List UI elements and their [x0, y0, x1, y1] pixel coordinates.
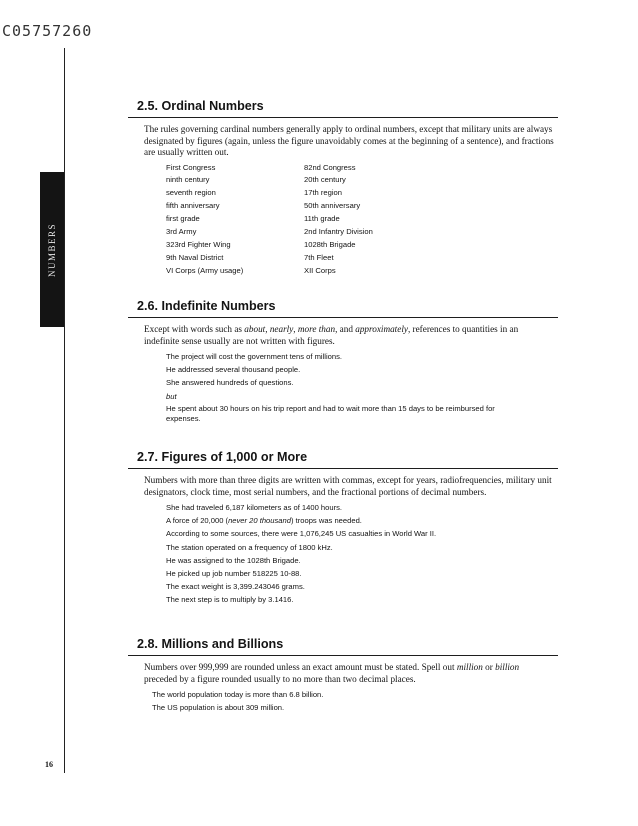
ordinal-example: ninth century	[166, 175, 210, 185]
example-sentence: According to some sources, there were 1,076,245 US casualties in World War II.	[166, 529, 437, 539]
margin-rule	[64, 48, 65, 773]
ordinal-example: XII Corps	[304, 265, 336, 275]
section-title: 2.5. Ordinal Numbers	[128, 99, 558, 118]
example-sentence: She had traveled 6,187 kilometers as of 1400 hours.	[166, 503, 343, 512]
ordinal-example: 3rd Army	[166, 227, 197, 237]
example-sentence: The world population today is more than 6.8 billion.	[152, 690, 324, 699]
section-text: Numbers with more than three digits are written with commas, except for years, radiofrequencies, military unit designators, clock time, most serial numbers, and the fractional portions of decimal numbers.	[144, 475, 552, 497]
ordinal-example: 7th Fleet	[304, 252, 334, 262]
ordinal-example: seventh region	[166, 188, 216, 198]
section-title: 2.8. Millions and Billions	[128, 637, 558, 656]
section-indefinite-numbers	[128, 299, 558, 425]
ordinal-example: 50th anniversary	[304, 201, 361, 211]
figures-examples	[166, 501, 506, 607]
example-sentence: The station operated on a frequency of 1800 kHz.	[166, 542, 333, 552]
ordinal-example: VI Corps (Army usage)	[166, 265, 244, 275]
millions-examples	[152, 688, 492, 714]
ordinal-example: first grade	[166, 214, 200, 224]
ordinal-examples	[166, 162, 558, 278]
section-ordinal-numbers	[128, 99, 558, 278]
page-number: 16	[45, 760, 53, 769]
document-id: C05757260	[2, 22, 93, 40]
ordinal-example: 1028th Brigade	[304, 239, 356, 249]
ordinal-example: 82nd Congress	[304, 162, 356, 172]
ordinal-example: 11th grade	[304, 214, 340, 224]
but-label: but	[166, 391, 177, 401]
example-sentence: She answered hundreds of questions.	[166, 378, 294, 388]
ordinal-left-column	[166, 162, 304, 278]
example-sentence: He addressed several thousand people.	[166, 365, 301, 375]
example-sentence: The US population is about 309 million.	[152, 703, 285, 713]
ordinal-example: 323rd Fighter Wing	[166, 239, 231, 249]
section-title: 2.7. Figures of 1,000 or More	[128, 450, 558, 469]
section-text: Numbers over 999,999 are rounded unless an exact amount must be stated. Spell out million or billion preceded by a figure rounded usually to no more than two decimal places.	[144, 662, 520, 684]
ordinal-right-column	[304, 162, 373, 278]
section-text: Except with words such as about, nearly, more than, and approximately, references to quantities in an indefinite sense usually are not written with figures.	[144, 324, 519, 346]
example-sentence: The project will cost the government tens of millions.	[166, 352, 342, 361]
section-text: The rules governing cardinal numbers generally apply to ordinal numbers, except that military units are always designated by figures (again, unless the figure unavoidably comes at the beginning of a sentence), and fractions are usually written out.	[144, 124, 554, 157]
example-sentence: He picked up job number 518225 10-88.	[166, 569, 302, 579]
example-sentence: A force of 20,000 (never 20 thousand) troops was needed.	[166, 516, 362, 526]
indefinite-examples	[166, 350, 506, 425]
ordinal-example: fifth anniversary	[166, 201, 220, 211]
ordinal-example: First Congress	[166, 162, 216, 172]
side-tab-label: NUMBERS	[47, 222, 57, 277]
ordinal-example: 20th century	[304, 175, 346, 185]
example-sentence: The exact weight is 3,399.243046 grams.	[166, 582, 305, 592]
ordinal-example: 2nd Infantry Division	[304, 227, 373, 237]
section-millions-billions	[128, 637, 558, 714]
example-sentence: The next step is to multiply by 3.1416.	[166, 595, 294, 605]
side-tab	[40, 172, 64, 327]
section-title: 2.6. Indefinite Numbers	[128, 299, 558, 318]
example-sentence: He was assigned to the 1028th Brigade.	[166, 555, 301, 565]
ordinal-example: 17th region	[304, 188, 342, 198]
section-figures-1000	[128, 450, 558, 607]
example-sentence: He spent about 30 hours on his trip report and had to wait more than 15 days to be reimbursed for expenses.	[166, 403, 495, 424]
ordinal-example: 9th Naval District	[166, 252, 224, 262]
